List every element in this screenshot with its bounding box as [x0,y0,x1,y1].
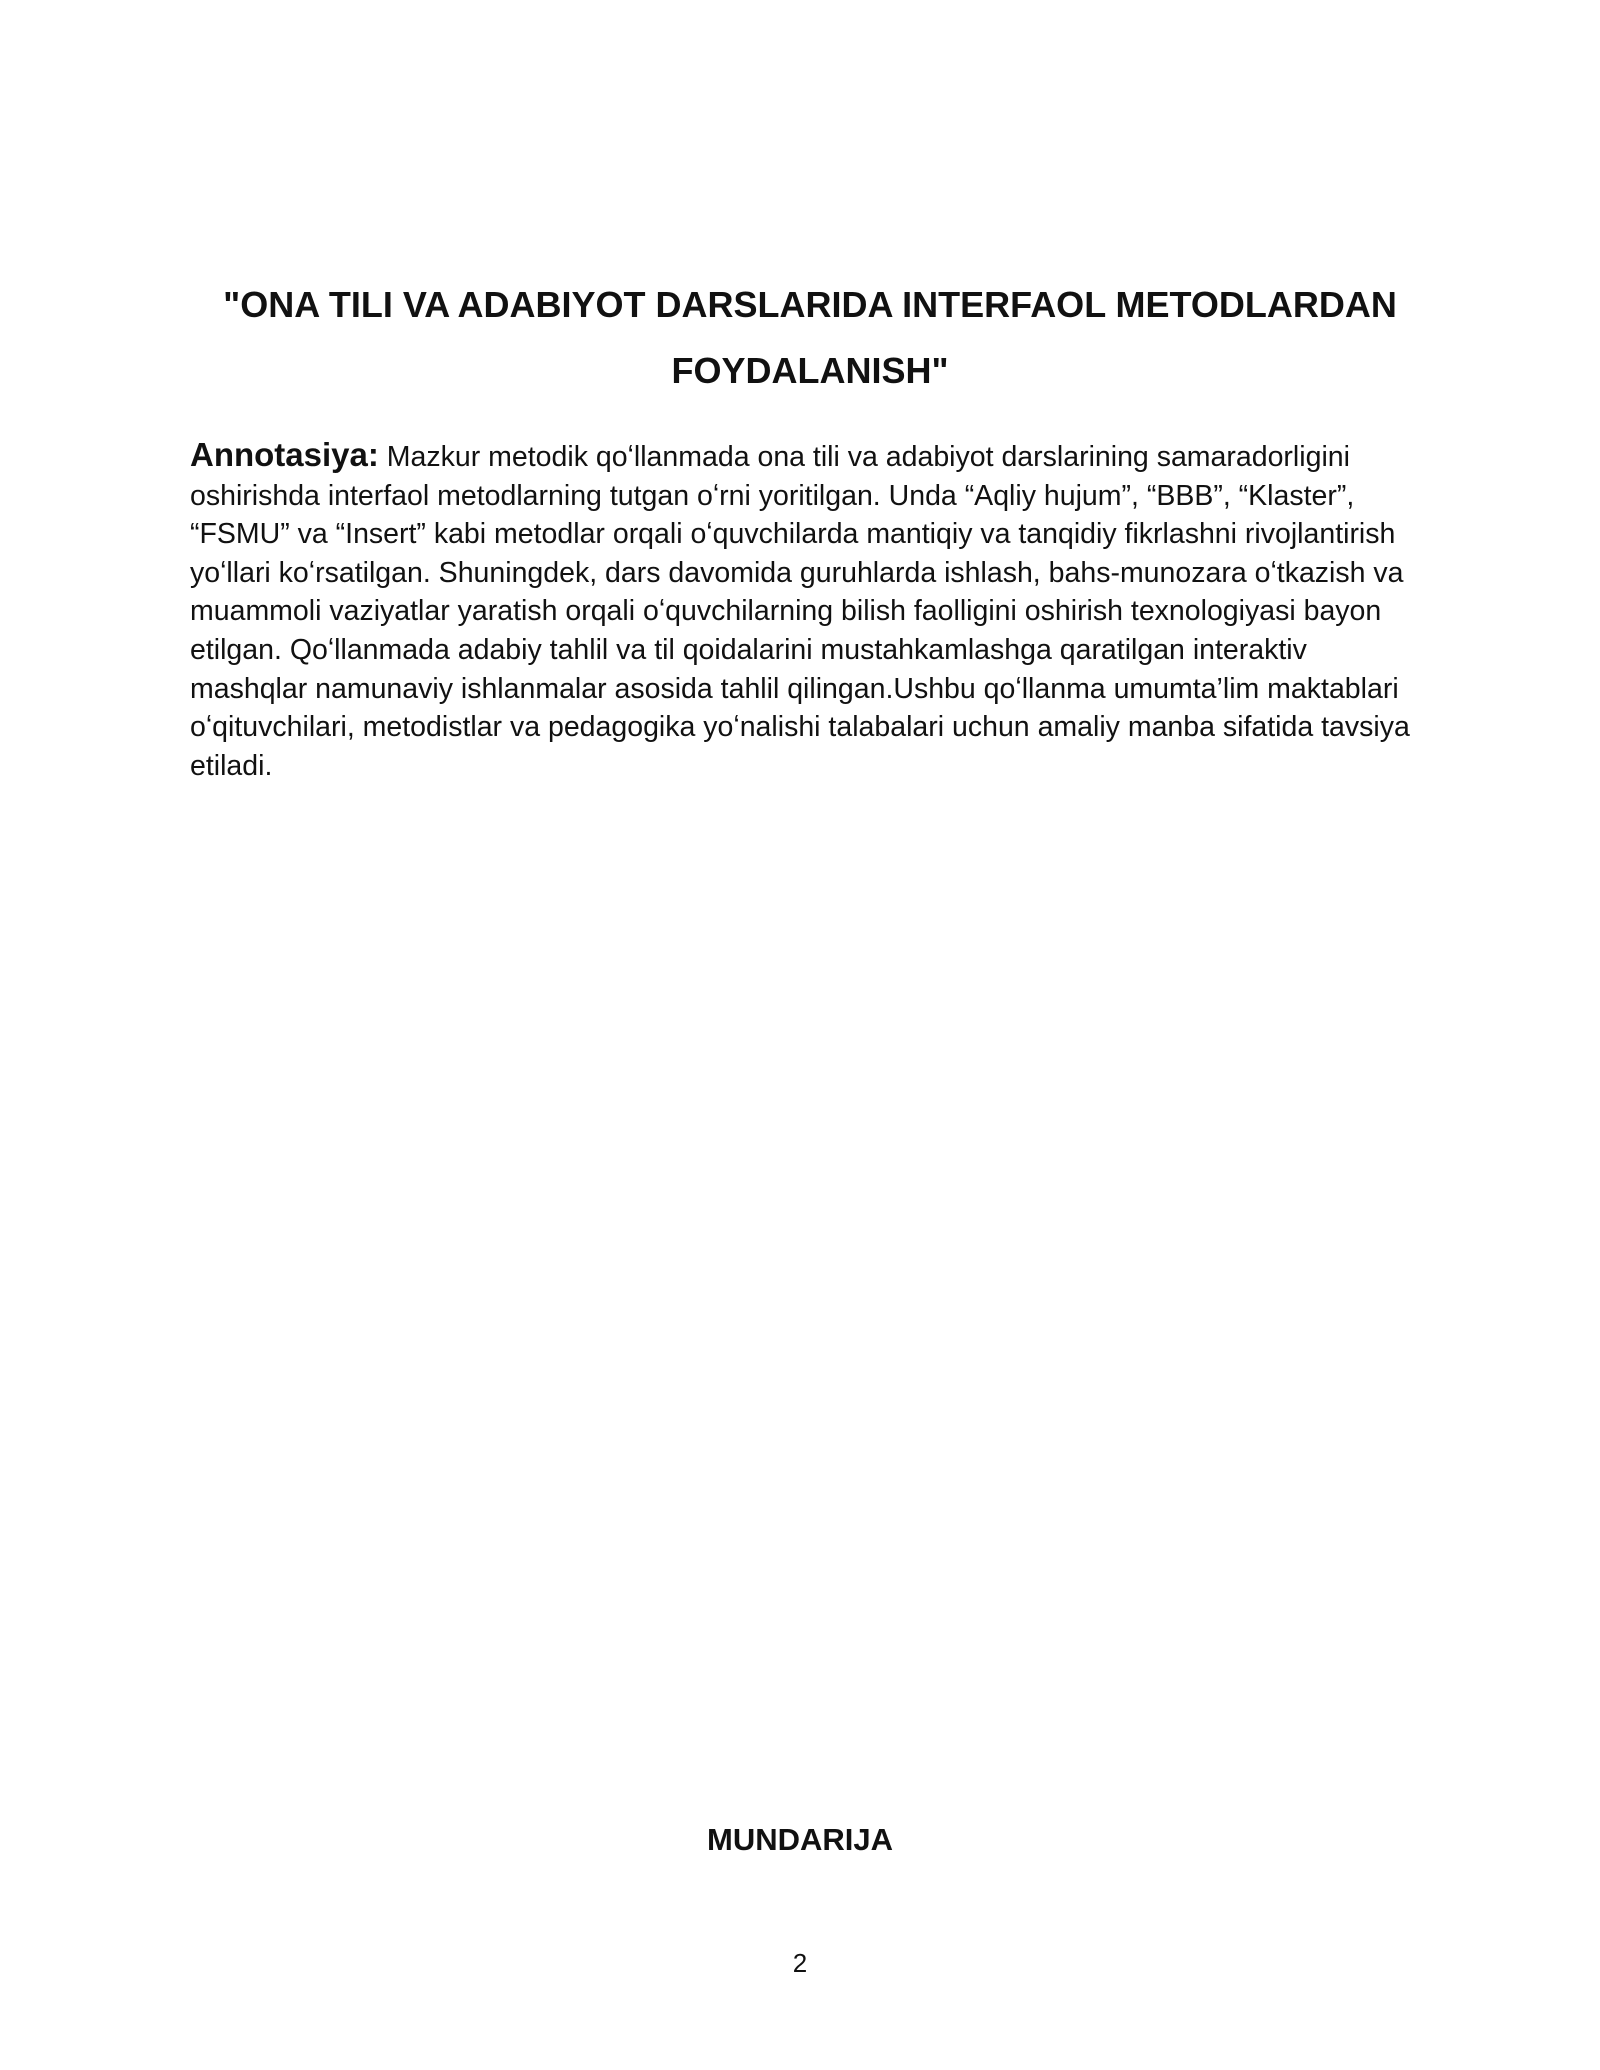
page-number: 2 [792,1948,808,1978]
table-of-contents-heading: MUNDARIJA [707,1822,893,1857]
document-title: "ONA TILI VA ADABIYOT DARSLARIDA INTERFAOL METODLARDAN FOYDALANISH" [223,284,1397,391]
annotation-paragraph [190,436,1420,785]
annotation-label: Annotasiya: [190,436,379,473]
annotation-text: Mazkur metodik qoʻllanmada ona tili va adabiyot darslarining samaradorligini oshirishda interfaol metodlarning tutgan oʻrni yoritilgan. Unda “Aqliy hujum”, “BBB”, “Klaster”, “FSMU” va “Insert” kabi metodlar orqali oʻquvchilarda mantiqiy va tanqidiy fikrlashni rivojlantirish yoʻllari koʻrsatilgan. Shuningdek, dars davomida guruhlarda ishlash, bahs-munozara oʻtkazish va muammoli vaziyatlar yaratish orqali oʻquvchilarning bilish faolligini oshirish texnologiyasi bayon etilgan. Qoʻllanmada adabiy tahlil va til qoidalarini mustahkamlashga qaratilgan interaktiv mashqlar namunaviy ishlanmalar asosida tahlil qilingan.Ushbu qoʻllanma umumta’lim maktablari oʻqituvchilari, metodistlar va pedagogika yoʻnalishi talabalari uchun amaliy manba sifatida tavsiya etiladi. [190,441,1410,782]
